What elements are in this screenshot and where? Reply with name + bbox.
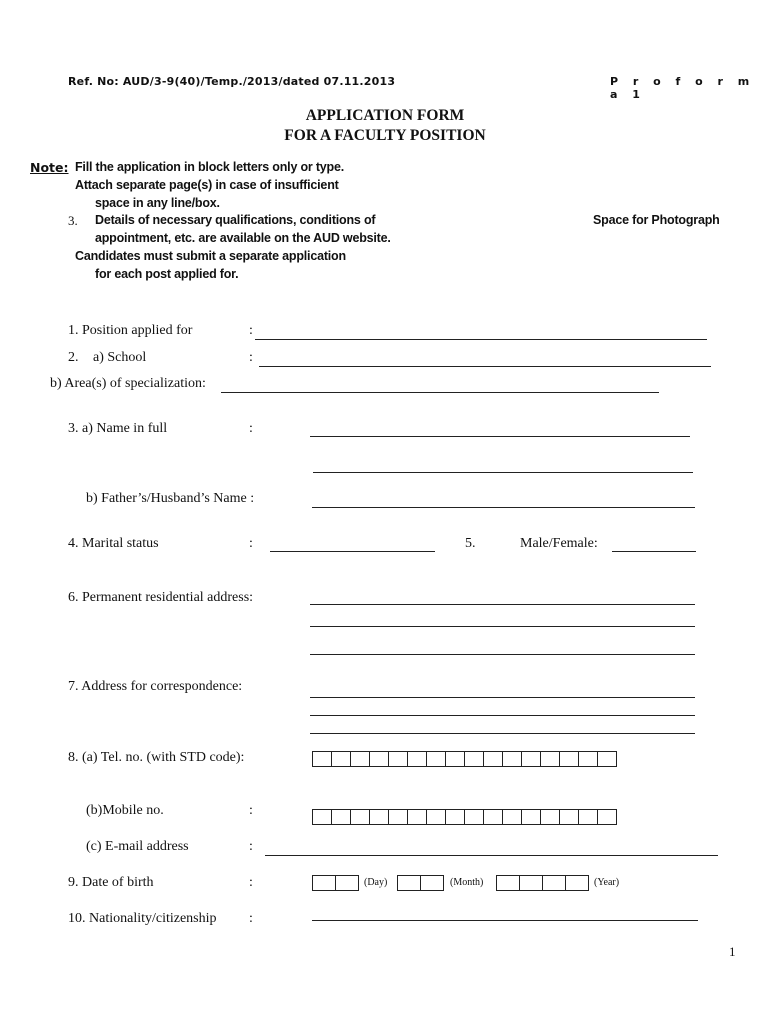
nationality-label: 10. Nationality/citizenship: [68, 911, 217, 926]
correspondence-address-line-3[interactable]: [310, 733, 695, 734]
gender-input-line[interactable]: [612, 551, 696, 552]
note-line-5: appointment, etc. are available on the AUD website.: [95, 231, 391, 245]
nationality-colon: :: [249, 911, 253, 926]
note-line-6: Candidates must submit a separate application: [75, 249, 346, 263]
specialization-label: b) Area(s) of specialization:: [50, 376, 206, 391]
email-label: (c) E-mail address: [86, 839, 189, 854]
email-colon: :: [249, 839, 253, 854]
marital-status-colon: :: [249, 536, 253, 551]
father-husband-name-input-line[interactable]: [312, 507, 695, 508]
dob-year-boxes[interactable]: [497, 875, 589, 891]
gender-label: Male/Female:: [520, 536, 598, 551]
note-line-4: Details of necessary qualifications, conditions of: [95, 213, 376, 227]
mobile-label: (b)Mobile no.: [86, 803, 164, 818]
note-item-3-number: 3.: [68, 213, 78, 228]
correspondence-address-line-1[interactable]: [310, 697, 695, 698]
name-input-line-1[interactable]: [310, 436, 690, 437]
correspondence-address-label: 7. Address for correspondence:: [68, 679, 243, 694]
dob-year-label: (Year): [594, 877, 620, 888]
proforma-label: P r o f o r m a 1: [610, 75, 755, 101]
mobile-colon: :: [249, 803, 253, 818]
school-colon: :: [249, 350, 253, 365]
dob-month-label: (Month): [450, 877, 484, 888]
marital-status-label: 4. Marital status: [68, 536, 159, 551]
school-number: 2.: [68, 350, 79, 365]
permanent-address-line-2[interactable]: [310, 626, 695, 627]
correspondence-address-line-2[interactable]: [310, 715, 695, 716]
permanent-address-line-1[interactable]: [310, 604, 695, 605]
note-line-2: Attach separate page(s) in case of insufficient: [75, 178, 339, 192]
dob-day-label: (Day): [364, 877, 388, 888]
gender-number: 5.: [465, 536, 476, 551]
reference-number: Ref. No: AUD/3-9(40)/Temp./2013/dated 07.11.2013: [68, 75, 396, 88]
father-husband-name-label: b) Father’s/Husband’s Name :: [86, 491, 255, 506]
email-input-line[interactable]: [265, 855, 718, 856]
note-line-7: for each post applied for.: [95, 267, 239, 281]
telephone-label: 8. (a) Tel. no. (with STD code):: [68, 750, 245, 765]
form-subtitle: FOR A FACULTY POSITION: [284, 127, 486, 144]
dob-label: 9. Date of birth: [68, 875, 154, 890]
note-line-3: space in any line/box.: [95, 196, 220, 210]
school-label: a) School: [93, 350, 147, 365]
mobile-boxes[interactable]: [313, 809, 617, 825]
permanent-address-line-3[interactable]: [310, 654, 695, 655]
note-line-1: Fill the application in block letters only or type.: [75, 160, 345, 174]
photo-space-label: Space for Photograph: [593, 213, 720, 227]
specialization-input-line[interactable]: [221, 392, 659, 393]
position-colon: :: [249, 323, 253, 338]
name-label: 3. a) Name in full: [68, 421, 168, 436]
nationality-input-line[interactable]: [312, 920, 698, 921]
dob-colon: :: [249, 875, 253, 890]
position-label: 1. Position applied for: [68, 323, 193, 338]
dob-month-boxes[interactable]: [398, 875, 444, 891]
marital-status-input-line[interactable]: [270, 551, 435, 552]
name-input-line-2[interactable]: [313, 472, 693, 473]
form-title: APPLICATION FORM: [305, 107, 465, 124]
position-input-line[interactable]: [255, 339, 707, 340]
dob-day-boxes[interactable]: [313, 875, 359, 891]
page-number: 1: [729, 944, 736, 959]
school-input-line[interactable]: [259, 366, 711, 367]
name-colon: :: [249, 421, 253, 436]
permanent-address-label: 6. Permanent residential address:: [68, 590, 254, 605]
note-label: Note:: [30, 160, 69, 175]
telephone-boxes[interactable]: [313, 751, 617, 767]
